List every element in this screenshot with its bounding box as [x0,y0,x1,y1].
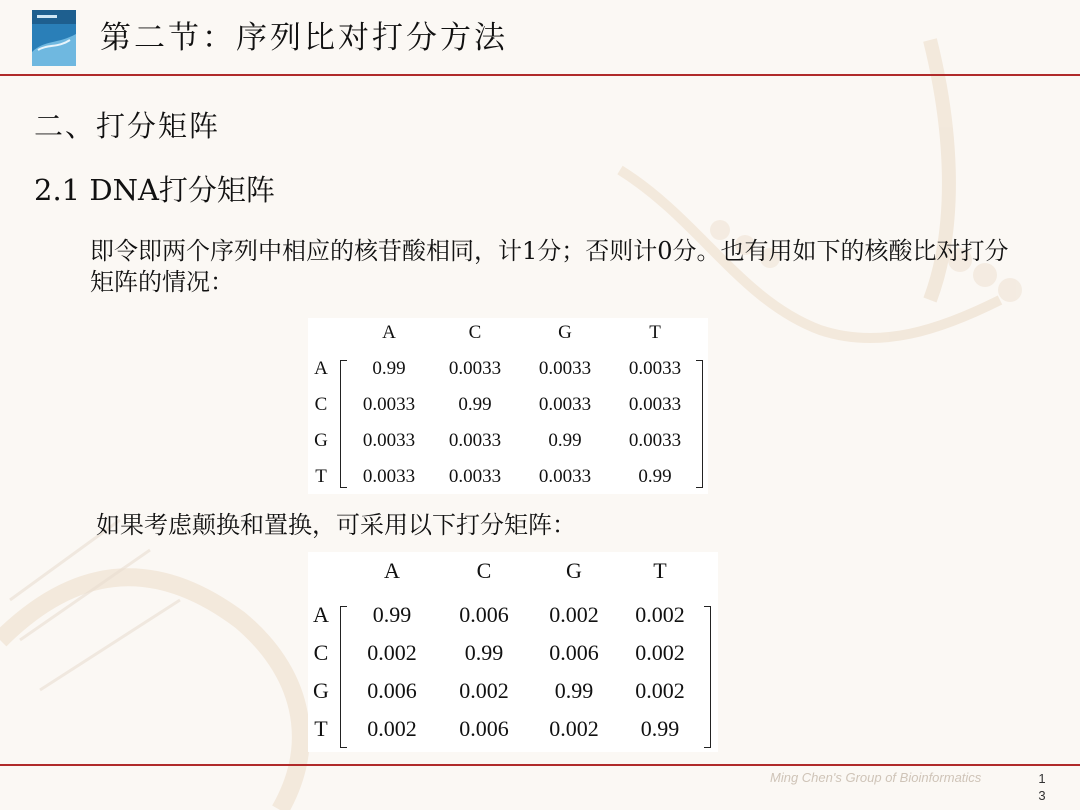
matrix-row-label: G [313,678,329,703]
matrix-cell: 0.002 [549,716,599,741]
matrix-row-label: C [313,640,329,665]
matrix-cell: 0.0033 [362,466,416,487]
matrix-cell: 0.0033 [362,394,416,415]
matrix-row-label: T [314,716,328,741]
slide-header [0,0,1080,76]
matrix-cell: 0.0033 [538,466,592,487]
matrix-cell: 0.99 [554,678,594,703]
matrix-row-label: A [313,602,329,627]
matrix-cell: 0.002 [635,640,685,665]
matrix-column-header: A [384,558,400,583]
matrix-cell: 0.0033 [628,394,682,415]
matrix-cell: 0.0033 [448,466,502,487]
matrix-cell: 0.99 [372,358,406,379]
matrix-row-label: T [315,466,327,487]
matrix-cell: 0.002 [367,640,417,665]
matrix-cell: 0.99 [548,430,582,451]
matrix-cell: 0.99 [640,716,680,741]
matrix-left-bracket [340,606,347,748]
matrix-cell: 0.0033 [628,358,682,379]
matrix-cell: 0.006 [459,716,509,741]
matrix-cell: 0.002 [459,678,509,703]
matrix-cell: 0.0033 [628,430,682,451]
sub-heading: 2.1 DNA打分矩阵 [34,173,275,207]
page-number-digit: 1 [1038,771,1046,786]
scoring-matrix-transversion [308,552,718,752]
matrix-cell: 0.99 [372,602,412,627]
scoring-matrix-simple [308,318,708,494]
page-number-digit: 3 [1038,788,1046,803]
matrix-column-header: A [382,322,396,343]
matrix-row-label: C [314,394,328,415]
matrix-cell: 0.002 [549,602,599,627]
matrix-cell: 0.99 [638,466,672,487]
header-divider [0,74,1080,76]
matrix-cell: 0.99 [464,640,504,665]
matrix-cell: 0.002 [635,602,685,627]
matrix-column-header: C [476,558,492,583]
paragraph-intro: 即令即两个序列中相应的核苷酸相同，计1分；否则计0分。也有用如下的核酸比对打分矩阵的情况： [90,237,1009,296]
matrix-cell: 0.0033 [448,430,502,451]
matrix-cell: 0.006 [367,678,417,703]
matrix-column-header: G [558,322,572,343]
matrix-cell: 0.002 [635,678,685,703]
footer-divider [0,764,1080,766]
footer-brand: Ming Chen's Group of Bioinformatics [770,770,982,785]
slide-title: 第二节：序列比对打分方法 [100,20,508,56]
page-number [1036,770,1048,804]
paragraph-transition: 如果考虑颠换和置换，可采用以下打分矩阵： [96,511,576,539]
matrix-right-bracket [696,360,703,488]
matrix-cell: 0.0033 [362,430,416,451]
matrix-right-bracket [704,606,711,748]
matrix-cell: 0.0033 [538,394,592,415]
section-heading: 二、打分矩阵 [34,109,221,143]
matrix-row-label: G [314,430,328,451]
matrix-cell: 0.0033 [538,358,592,379]
matrix-row-label: A [314,358,328,379]
matrix-cell: 0.002 [367,716,417,741]
matrix-cell: 0.006 [549,640,599,665]
matrix-column-header: T [649,322,661,343]
matrix-column-header: T [653,558,667,583]
matrix-cell: 0.006 [459,602,509,627]
matrix-left-bracket [340,360,347,488]
matrix-column-header: C [468,322,482,343]
matrix-column-header: G [566,558,582,583]
textbook-cover-icon [32,10,76,66]
matrix-cell: 0.99 [458,394,492,415]
matrix-cell: 0.0033 [448,358,502,379]
